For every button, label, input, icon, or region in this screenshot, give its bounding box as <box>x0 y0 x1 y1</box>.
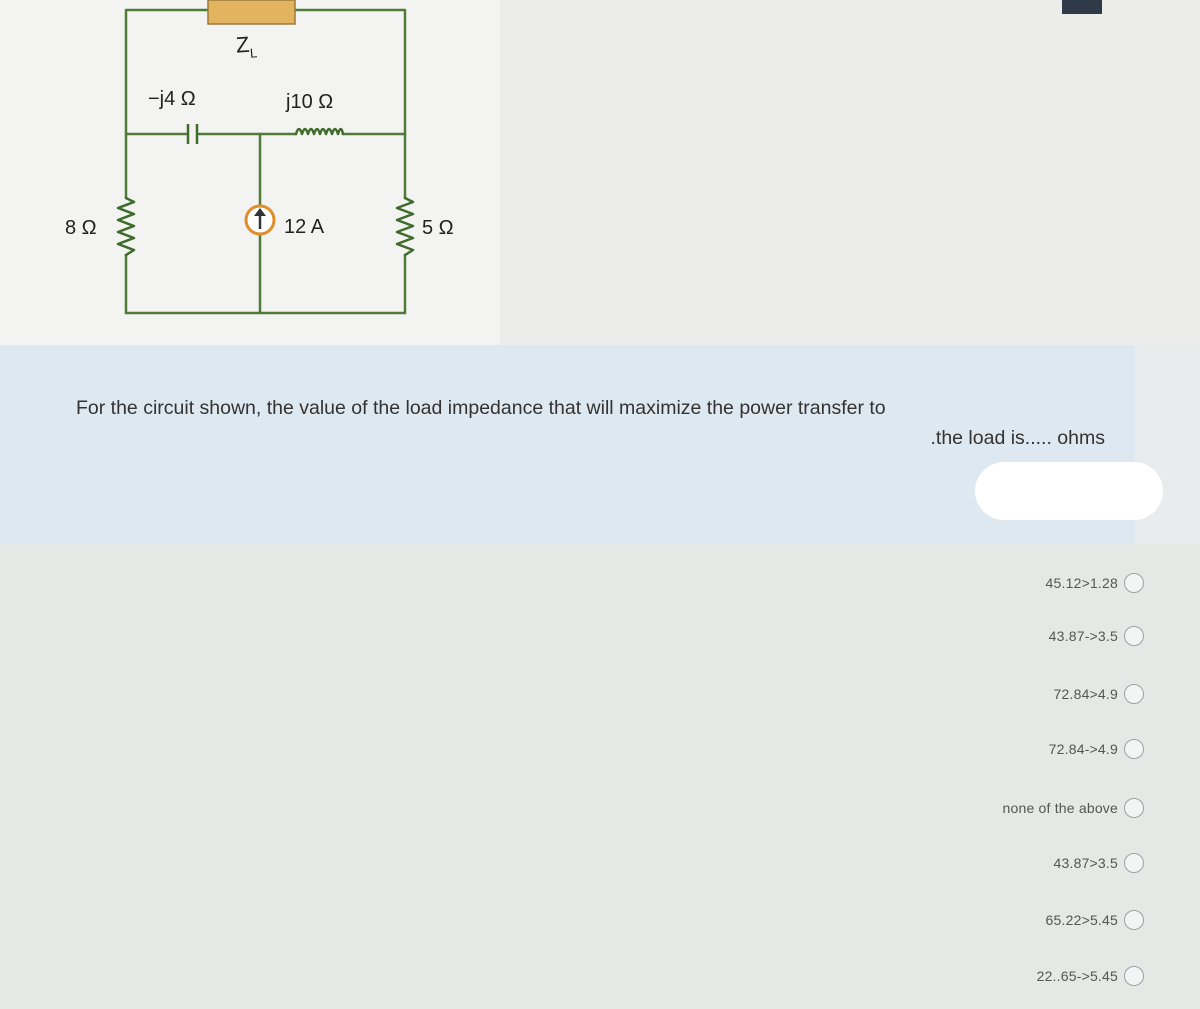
source-label: 12 A <box>284 216 325 238</box>
option-label: none of the above <box>1002 800 1118 816</box>
circuit-diagram <box>0 0 500 345</box>
radio-button[interactable] <box>1124 739 1144 759</box>
radio-button[interactable] <box>1124 853 1144 873</box>
right-resistor-label: 5 Ω <box>422 217 454 239</box>
option-label: 65.22>5.45 <box>1045 912 1118 928</box>
radio-button[interactable] <box>1124 910 1144 930</box>
option-4[interactable] <box>1049 737 1144 761</box>
inductor-label: j10 Ω <box>286 91 334 113</box>
option-2[interactable] <box>1049 624 1144 648</box>
option-3[interactable] <box>1054 682 1144 706</box>
option-label: 43.87->3.5 <box>1048 628 1118 644</box>
radio-button[interactable] <box>1124 573 1144 593</box>
question-text-continued: .the load is..... ohms <box>930 427 1105 449</box>
option-label: 22..65->5.45 <box>1036 968 1118 984</box>
background-strip <box>500 0 1200 345</box>
load-impedance-box <box>208 0 295 24</box>
option-label: 72.84>4.9 <box>1053 686 1118 702</box>
option-label: 45.12>1.28 <box>1045 575 1118 591</box>
option-6[interactable] <box>1054 851 1144 875</box>
radio-button[interactable] <box>1124 966 1144 986</box>
load-subscript: L <box>249 45 258 61</box>
capacitor-symbol <box>188 124 197 144</box>
redaction-mark <box>975 462 1163 520</box>
current-source-symbol <box>246 206 274 234</box>
radio-button[interactable] <box>1124 626 1144 646</box>
load-label: Z <box>235 31 251 58</box>
left-resistor-symbol <box>118 198 134 255</box>
svg-text:ZL <box>235 31 258 61</box>
option-label: 72.84->4.9 <box>1048 741 1118 757</box>
option-8[interactable] <box>1037 964 1144 988</box>
option-1[interactable] <box>1046 571 1144 595</box>
right-resistor-symbol <box>397 198 413 255</box>
option-5[interactable] <box>1003 796 1145 820</box>
question-text: For the circuit shown, the value of the load impedance that will maximize the power transfer to <box>76 397 886 419</box>
radio-button[interactable] <box>1124 684 1144 704</box>
option-label: 43.87>3.5 <box>1053 855 1118 871</box>
left-resistor-label: 8 Ω <box>65 217 97 239</box>
option-7[interactable] <box>1046 908 1144 932</box>
options-area <box>0 543 1200 1009</box>
dark-tab <box>1062 0 1102 14</box>
radio-button[interactable] <box>1124 798 1144 818</box>
inductor-symbol <box>296 129 343 134</box>
capacitor-label: −j4 Ω <box>148 88 196 110</box>
